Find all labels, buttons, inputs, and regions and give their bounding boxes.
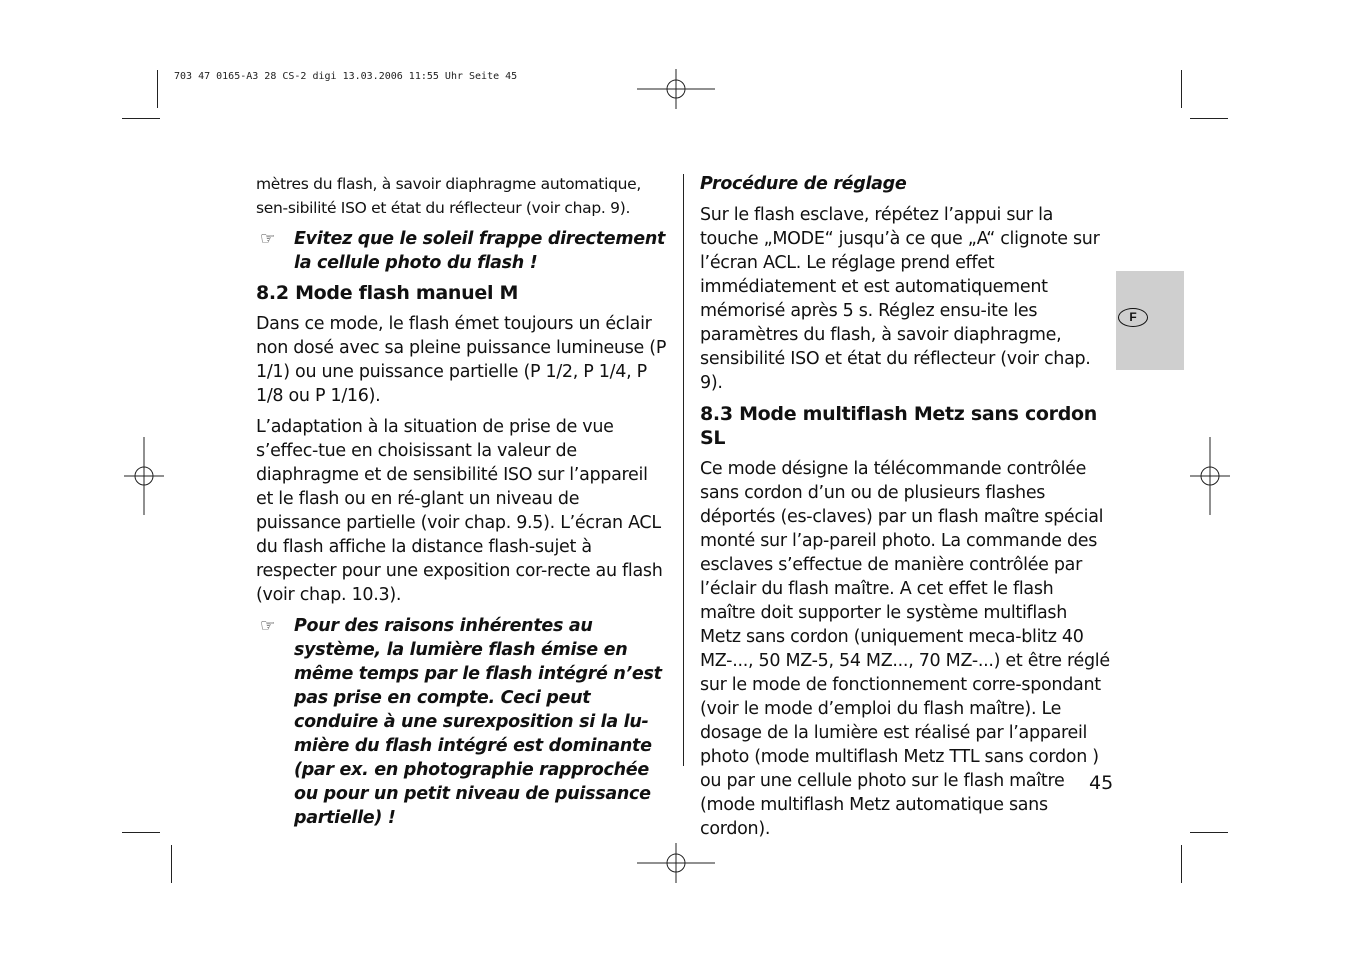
registration-mark-right [1190, 437, 1230, 515]
procedure-subheading: Procédure de réglage [700, 174, 907, 194]
paragraph-multiflash: Ce mode désigne la télécommande contrôlée sans cordon d’un ou de plusieurs flashes déportés (es-claves) par un flash maître spécial monté sur l’ap-pareil photo. La commande des esclaves s’effectue de manière contrôlée par l’éclair du flash maître. A cet effet le flash maître doit supporter le système multiflash Metz sans cordon (uniquement meca-blitz 40 MZ-..., 50 MZ-5, 54 MZ..., 70 MZ-...) et être réglé sur le mode de fonctionnement corre-spondant (voir le mode d’emploi du flash maître). Le dosage de la lumière est réalisé par l’appareil photo (mode multiflash Metz TTL sans cordon ) ou par une cellule photo sur le flash maître (mode multiflash Metz automatique sans cordon). [700, 459, 1110, 839]
left-column [256, 172, 668, 836]
note-text: Pour des raisons inhérentes au système, la lumière flash émise en même temps par le flash intégré n’est pas prise en compte. Ceci peut conduire à une surexposition si la lu-mière du flash intégré est dominante (par ex. en photographie rapprochée ou pour un petit niveau de puissance partielle) ! [294, 616, 662, 828]
paragraph-adaptation: L’adaptation à la situation de prise de vue s’effec-tue en choisissant la valeur de diaphragme et de sensibilité ISO sur l’appareil et le flash ou en ré-glant un niveau de puissance partielle (voir chap. 9.5). L’écran ACL du flash affiche la distance flash-sujet à respecter pour une exposition cor-recte au flash (voir chap. 10.3). [256, 417, 663, 605]
registration-mark-top [637, 69, 715, 109]
registration-mark-bottom [637, 843, 715, 883]
warning-note-sun [256, 227, 668, 275]
section-heading-8-3: 8.3 Mode multiflash Metz sans cordon SL [700, 403, 1098, 449]
pointing-hand-icon: ☞ [260, 229, 275, 249]
right-column [700, 172, 1112, 848]
section-heading-8-2: 8.2 Mode flash manuel M [256, 282, 519, 304]
page-number: 45 [1089, 772, 1114, 794]
registration-mark-left [124, 437, 164, 515]
note-text: Evitez que le soleil frappe directement la cellule photo du flash ! [294, 229, 666, 273]
print-header: 703 47 0165-A3 28 CS-2 digi 13.03.2006 11:55 Uhr Seite 45 [174, 71, 518, 82]
column-divider [683, 174, 684, 766]
paragraph-manual-mode: Dans ce mode, le flash émet toujours un éclair non dosé avec sa pleine puissance lumineuse (P 1/1) ou une puissance partielle (P 1/2, P 1/4, P 1/8 ou P 1/16). [256, 314, 667, 406]
pointing-hand-icon: ☞ [260, 616, 275, 636]
intro-paragraph: mètres du flash, à savoir diaphragme automatique, sen-sibilité ISO et état du réflecteur (voir chap. 9). [256, 175, 642, 217]
warning-note-integrated-flash [256, 614, 668, 830]
paragraph-procedure: Sur le flash esclave, répétez l’appui sur la touche „MODE“ jusqu’à ce que „A“ clignote sur l’écran ACL. Le réglage prend effet immédiatement et est automatiquement mémorisé après 5 s. Réglez ensu-ite les paramètres du flash, à savoir diaphragme, sensibilité ISO et état du réflecteur (voir chap. 9). [700, 205, 1100, 393]
language-badge: F [1118, 308, 1148, 327]
